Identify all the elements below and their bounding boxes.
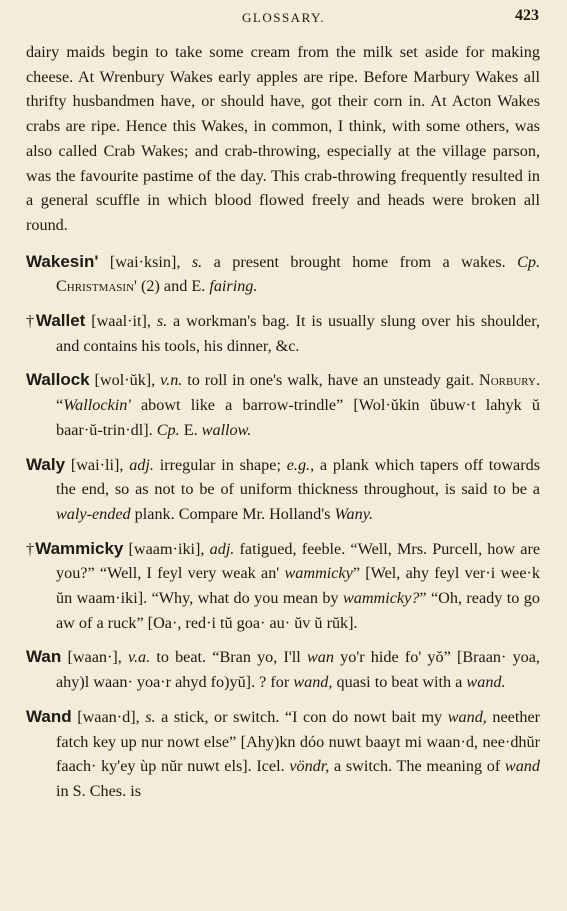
italic-term: vöndr, bbox=[289, 757, 330, 776]
definition: a present brought home from a wakes. bbox=[202, 252, 518, 271]
pronunciation: [waan·d], bbox=[77, 707, 140, 726]
definition: to beat. “Bran yo, I'll bbox=[150, 648, 307, 667]
italic-term: fairing. bbox=[209, 277, 258, 296]
definition-cont: E. bbox=[179, 420, 202, 439]
quote-open: “ bbox=[56, 396, 64, 415]
definition-cont: , a plank which tapers off towards the end, so as not to be of uniform thickness throughout, is said to be a bbox=[56, 455, 540, 499]
pronunciation: [waam·iki], bbox=[128, 539, 205, 558]
cross-reference: Christmasin' bbox=[56, 277, 137, 296]
locality: Norbury. bbox=[479, 371, 541, 390]
definition: irregular in shape; bbox=[153, 455, 287, 474]
headword: Wallet bbox=[35, 311, 86, 331]
dagger-mark: † bbox=[26, 312, 36, 331]
definition: a workman's bag. It is usually slung over his shoulder, and contains his tools, his dinner, &c. bbox=[56, 312, 541, 355]
definition-cont: abowt like a barrow-trindle” [Wol·ŭkin ŭbuw·t lahyk ŭ baar·ŭ-trin·dl]. bbox=[56, 396, 540, 439]
definition-cont: plank. Compare Mr. Holland's bbox=[130, 504, 335, 523]
entry-wand bbox=[26, 705, 540, 804]
pronunciation: [wai·ksin], bbox=[109, 252, 181, 271]
definition-cont: ” “Oh, ready to go aw of a ruck” [Oa·, red·i tŭ goa· au· ŭv ŭ rŭk]. bbox=[56, 589, 540, 632]
definition-cont: a switch. The meaning of bbox=[329, 757, 505, 776]
italic-term: wallow. bbox=[201, 420, 252, 439]
page-number: 423 bbox=[515, 7, 539, 24]
compare-abbrev: Cp. bbox=[517, 252, 541, 271]
headword: Wammicky bbox=[35, 538, 124, 558]
part-of-speech: adj. bbox=[209, 539, 235, 558]
italic-term: waly-ended bbox=[56, 504, 131, 523]
definition: to roll in one's walk, have an unsteady gait. bbox=[182, 371, 480, 390]
glossary-body bbox=[26, 40, 540, 804]
definition-cont: (2) and E. bbox=[136, 277, 210, 296]
example-abbrev: e.g. bbox=[286, 455, 311, 474]
italic-term: wand, bbox=[293, 673, 333, 692]
entry-wallock bbox=[26, 368, 540, 442]
compare-abbrev: Cp. bbox=[156, 420, 180, 439]
headword: Wallock bbox=[26, 370, 90, 390]
part-of-speech: v.n. bbox=[160, 371, 183, 390]
part-of-speech: s. bbox=[191, 252, 203, 271]
italic-term: wammicky? bbox=[342, 589, 420, 608]
definition-cont: ” [Wel, ahy feyl ver·i wee·k ŭn waam·iki]. “Why, what do you mean by bbox=[56, 564, 540, 608]
definition: fatigued, feeble. “Well, Mrs. Purcell, how are you?” “Well, I feyl very weak an' bbox=[56, 539, 541, 583]
pronunciation: [wol·ŭk], bbox=[94, 371, 156, 390]
entry-wan bbox=[26, 645, 540, 694]
dagger-mark: † bbox=[26, 539, 36, 558]
running-head-title: GLOSSARY. bbox=[242, 10, 325, 25]
intro-paragraph bbox=[26, 40, 540, 238]
definition-cont: in S. Ches. is bbox=[56, 781, 142, 800]
pronunciation: [wai·li], bbox=[70, 455, 124, 474]
part-of-speech: v.a. bbox=[127, 648, 151, 667]
definition-cont: quasi to beat with a bbox=[332, 673, 467, 692]
definition-cont: yo'r hide fo' yŏ” [Braan· yoa, ahy)l waan· yoa·r ahyd fo)yŭ]. ? for bbox=[56, 648, 540, 692]
definition: a stick, or switch. “I con do nowt bait my bbox=[155, 707, 448, 726]
entry-wallet bbox=[26, 309, 540, 358]
part-of-speech: s. bbox=[156, 312, 168, 331]
headword: Waly bbox=[26, 454, 66, 474]
italic-term: wand. bbox=[466, 673, 506, 692]
italic-term: wan bbox=[306, 648, 334, 667]
headword: Wakesin' bbox=[26, 251, 99, 271]
running-header bbox=[0, 6, 567, 28]
headword: Wan bbox=[26, 647, 62, 667]
entry-wammicky bbox=[26, 537, 540, 636]
entry-wakesin bbox=[26, 250, 540, 299]
italic-term: wammicky bbox=[284, 564, 353, 583]
definition-cont: neether fatch key up nur nowt else” [Ahy)kn dóo nuwt baayt mi waan·d, nee·dhŭr faach· ky'ey ùp nŭr nuwt els]. Icel. bbox=[56, 707, 541, 776]
italic-term: wand bbox=[504, 757, 540, 776]
italic-term: Wany. bbox=[334, 504, 374, 523]
part-of-speech: s. bbox=[145, 707, 156, 726]
headword: Wand bbox=[26, 706, 72, 726]
entry-waly bbox=[26, 453, 540, 527]
italic-term: wand, bbox=[447, 707, 487, 726]
intro-text: dairy maids begin to take some cream from the milk set aside for making cheese. At Wrenbury Wakes early apples are ripe. Before Marbury Wakes all thrifty husbandmen have, or should have, got their corn in. At Acton Wakes crabs are ripe. Hence this Wakes, in common, I think, with some others, was also called Crab Wakes; and crab-throwing, especially at the village parson, was the favourite pastime of the day. This crab-throwing frequently resulted in a general scuffle in which blood flowed freely and heads were broken all round. bbox=[26, 43, 540, 234]
pronunciation: [waan·], bbox=[67, 648, 122, 667]
part-of-speech: adj. bbox=[129, 455, 154, 474]
pronunciation: [waal·it], bbox=[91, 312, 151, 331]
italic-term: Wallockin' bbox=[63, 396, 131, 415]
